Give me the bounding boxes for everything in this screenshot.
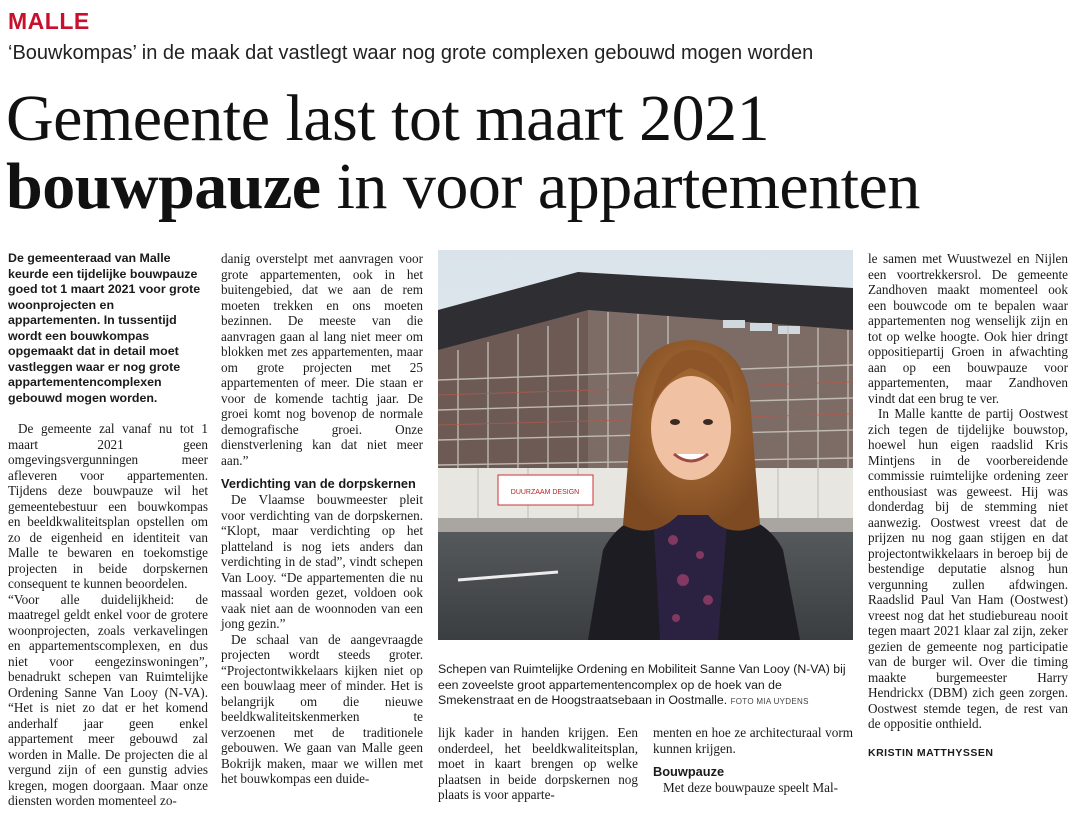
body-paragraph: De Vlaamse bouwmeester pleit voor verdichting van de dorpskernen. “Klopt, maar verdichting op het platteland is nog iets anders dan verdichting in de stad”, vindt schepen Van Looy. “De appartementen die nu massaal worden gezet, voldoen ook vaak niet aan de woonnoden van een jong gezin.” [221, 492, 423, 631]
article-column-1 [8, 251, 208, 809]
section-heading: Verdichting van de dorpskernen [221, 476, 416, 491]
section-heading: Bouwpauze [653, 764, 725, 779]
body-paragraph: le samen met Wuustwezel en Nijlen een voortrekkersrol. De gemeente Zandhoven maakt momenteel ook een bouwcode om te bepalen waar appartementen nog wenselijk zijn en tot op welke hoogte. Ook hier dringt oppositiepartij Groen in afwachting aan op een bouwpauze voor appartementen, maar Zandhoven vindt dat een brug te ver. [868, 251, 1068, 406]
body-paragraph: “Voor alle duidelijkheid: de maatregel geldt enkel voor de grotere woonprojecten, zoals verkavelingen en appartementscomplexen, en dus niet voor eengezinswoningen”, benadrukt schepen van Ruimtelijke Ordening Sanne Van Looy (N-VA). “Het is niet zo dat er het komend anderhalf jaar geen enkel appartement meer gebouwd zal worden in Malle. De projecten die al vergund zijn of een gunstig advies kregen, mogen doorgaan. Maar onze diensten worden momenteel zo- [8, 591, 208, 808]
photo-caption [438, 662, 854, 710]
body-paragraph: lijk kader in handen krijgen. Een onderdeel, het beeldkwaliteitsplan, moet in kaart brengen op welke plaatsen in beide dorpskernen nog plaats is voor apparte- [438, 725, 638, 802]
fence-sign-text: DUURZAAM DESIGN [510, 489, 580, 496]
section-kicker: MALLE [8, 8, 90, 34]
body-paragraph: De gemeente zal vanaf nu tot 1 maart 2021 geen omgevingsvergunningen meer afleveren voor appartementen. Tijdens deze bouwpauze wil het gemeentebestuur een bouwkompas en beeldkwaliteitsplan opstellen om zo de eigenheid en identiteit van Malle te bewaren en toekomstige projecten in beide dorpskernen consequent te kunnen beoordelen. [8, 421, 208, 591]
body-paragraph: In Malle kantte de partij Oostwest zich tegen de tijdelijke bouwstop, hoewel hun eigen raadslid Kris Mintjens in de voorbereidende commissie ruimtelijke ordening zeer enthousiast was geweest. Hij was donderdag bij de stemming niet aanwezig. Oostwest vreest dat de prijzen nu nog gaan stijgen en dat projectontwikkelaars in beroep bij de bestendige deputatie alsnog hun vergunning zullen afdwingen. Raadslid Paul Van Ham (Oostwest) vreest nog dat het studiebureau nooit tegen maart 2021 klaar zal zijn, zeker gezien de gemeente nog participatie van de burger wil. Over die timing maakte burgemeester Harry Hendrickx (DBM) zich geen zorgen. Oostwest stemde tegen, de rest van de oppositie onthield. [868, 406, 1068, 731]
photo-credit: FOTO MIA UYDENS [730, 697, 809, 706]
body-paragraph: Met deze bouwpauze speelt Mal- [663, 780, 839, 795]
article-column-5 [868, 251, 1068, 761]
photo-illustration [438, 250, 853, 640]
caption-text: Schepen van Ruimtelijke Ordening en Mobiliteit Sanne Van Looy (N-VA) bij een zoveelste groot appartementencomplex op de hoek van de Smekenstraat en de Hoogstraatsebaan in Oostmalle. [438, 662, 846, 707]
author-byline: KRISTIN MATTHYSSEN [868, 746, 994, 759]
body-paragraph: menten en hoe ze architecturaal vorm kunnen krijgen. [653, 725, 853, 756]
article-column-2 [221, 251, 423, 787]
headline-line-1: Gemeente last tot maart 2021 [6, 82, 770, 155]
body-paragraph: danig overstelpt met aanvragen voor grote appartementen, ook in het buitengebied, dat we aan de rem moeten trekken en ons moeten bezinnen. De meeste van die aanvragen gaan al lang niet meer om blokken met zes appartementen, maar om grote projecten met 25 appartementen of meer. Die staan er voor de komende tachtig jaar. De groei komt nog bovenop de normale demografische groei. Onze dienstverlening kan dat niet meer aan.” [221, 251, 423, 468]
headline-line-2 [6, 150, 920, 223]
headline-bold-word: bouwpauze [6, 150, 321, 223]
article-column-4 [653, 725, 853, 796]
article-intro: De gemeenteraad van Malle keurde een tijdelijke bouwpauze goed tot 1 maart 2021 voor grote woonprojecten en appartementen. In tussentijd wordt een bouwkompas opgemaakt dat in detail moet vastleggen waar er nog grote appartementencomplexen gebouwd mogen worden. [8, 251, 201, 405]
body-paragraph: De schaal van de aangevraagde projecten wordt steeds groter. “Projectontwikkelaars kijken niet op een bouwlaag meer of minder. Het is belangrijk om die nieuwe beeldkwaliteitskenmerken te verzoenen met de traditionele gebouwen. We gaan van Malle geen Bokrijk maken, maar we willen met het bouwkompas een duide- [221, 631, 423, 786]
article-photo [438, 250, 853, 640]
headline-rest: in voor appartementen [320, 150, 920, 223]
article-column-3 [438, 725, 638, 803]
article-subheading: ‘Bouwkompas’ in de maak dat vastlegt waar nog grote complexen gebouwd mogen worden [8, 42, 814, 64]
